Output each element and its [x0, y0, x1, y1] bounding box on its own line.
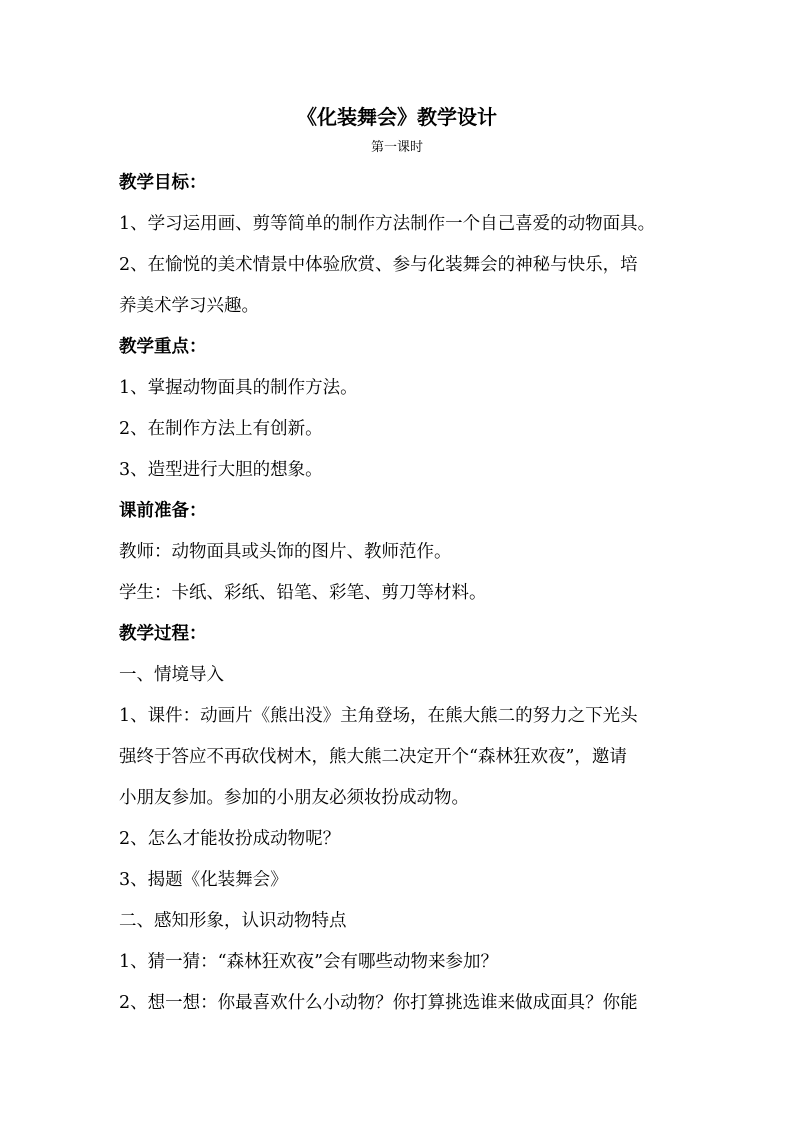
paragraph-line: 1、课件：动画片《熊出没》主角登场，在熊大熊二的努力之下光头: [119, 706, 638, 726]
paragraph-line: 3、揭题《化装舞会》: [119, 870, 288, 890]
paragraph-line: 学生：卡纸、彩纸、铅笔、彩笔、剪刀等材料。: [119, 583, 487, 603]
paragraph-line: 1、学习运用画、剪等简单的制作方法制作一个自己喜爱的动物面具。: [119, 214, 656, 234]
paragraph-line: 一、情境导入: [119, 665, 224, 685]
paragraph-line: 3、造型进行大胆的想象。: [119, 460, 323, 480]
section-heading-objectives: 教学目标：: [119, 173, 207, 193]
paragraph-line: 养美术学习兴趣。: [119, 296, 259, 316]
document-subtitle: 第一课时: [370, 140, 423, 155]
document-title: 《化装舞会》教学设计: [297, 105, 497, 129]
paragraph-line: 强终于答应不再砍伐树木，熊大熊二决定开个“森林狂欢夜”，邀请: [119, 747, 627, 767]
paragraph-line: 小朋友参加。参加的小朋友必须妆扮成动物。: [119, 788, 469, 808]
paragraph-line: 教师：动物面具或头饰的图片、教师范作。: [119, 542, 452, 562]
section-heading-preparation: 课前准备：: [119, 501, 207, 521]
paragraph-line: 二、感知形象，认识动物特点: [119, 911, 347, 931]
paragraph-line: 2、在愉悦的美术情景中体验欣赏、参与化装舞会的神秘与快乐，培: [119, 255, 638, 275]
paragraph-line: 1、掌握动物面具的制作方法。: [119, 378, 358, 398]
paragraph-line: 2、想一想：你最喜欢什么小动物？你打算挑选谁来做成面具？你能: [119, 993, 638, 1013]
paragraph-line: 2、在制作方法上有创新。: [119, 419, 323, 439]
paragraph-line: 1、猜一猜：“森林狂欢夜”会有哪些动物来参加？: [119, 952, 499, 972]
paragraph-line: 2、怎么才能妆扮成动物呢？: [119, 829, 341, 849]
section-heading-process: 教学过程：: [119, 624, 207, 644]
section-heading-key-points: 教学重点：: [119, 337, 207, 357]
